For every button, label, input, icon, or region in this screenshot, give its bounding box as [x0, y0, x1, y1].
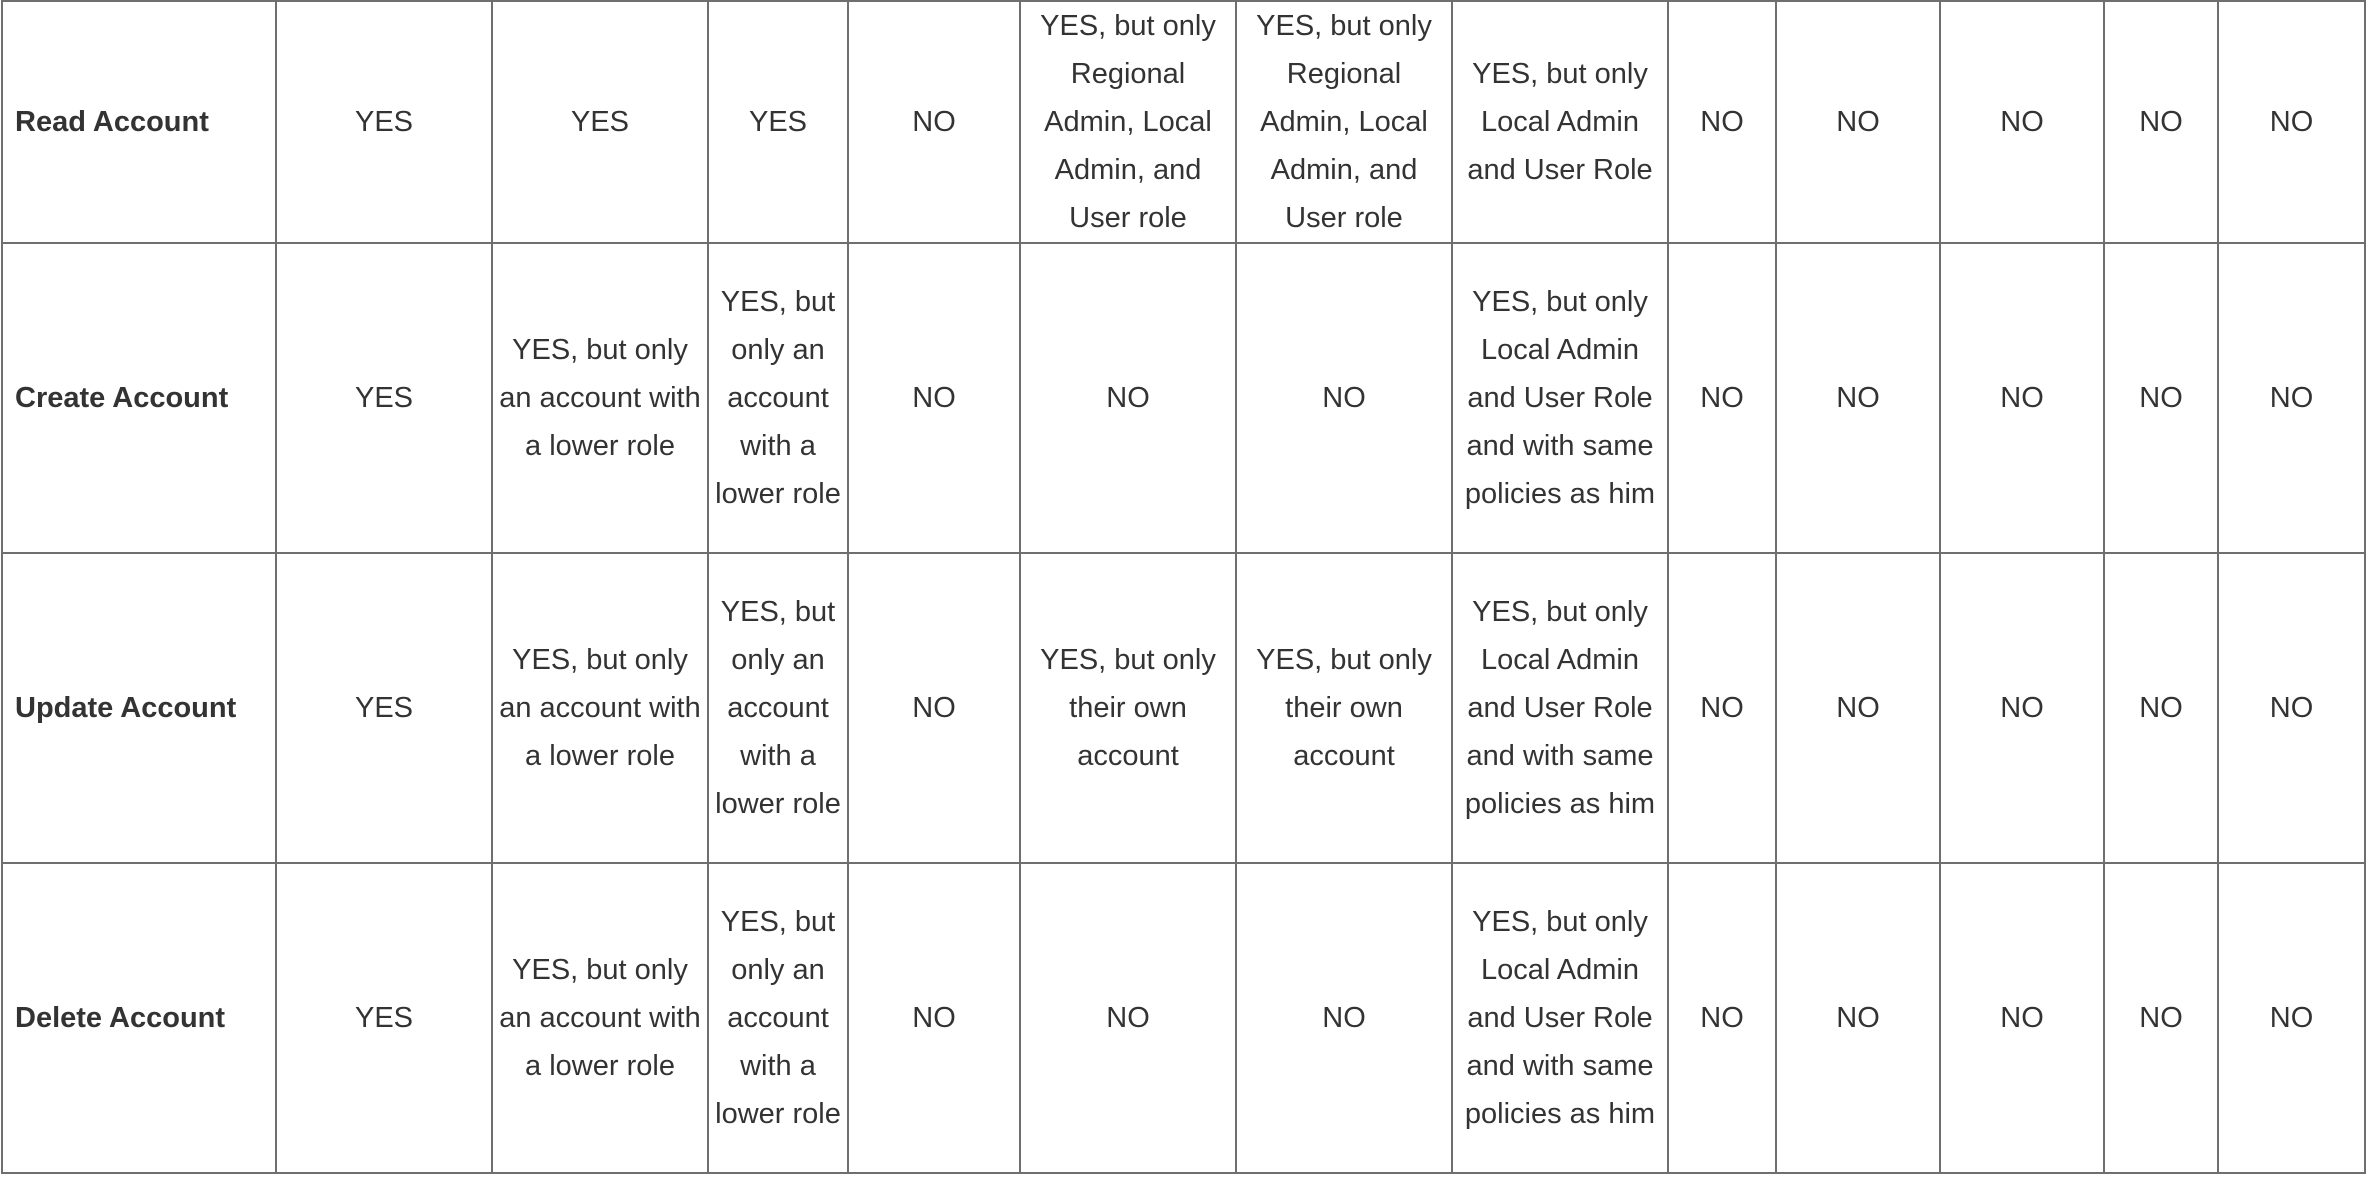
action-label: Update Account — [2, 553, 276, 863]
permission-cell: NO — [848, 1, 1020, 243]
permission-cell: NO — [1236, 243, 1452, 553]
permission-cell: NO — [2218, 863, 2365, 1173]
permissions-table — [1, 0, 2366, 1174]
permission-cell: NO — [1776, 863, 1940, 1173]
permission-cell: NO — [1940, 243, 2104, 553]
permission-cell: YES, but only an account with a lower role — [708, 553, 848, 863]
permission-cell: NO — [2218, 243, 2365, 553]
action-label: Create Account — [2, 243, 276, 553]
permission-cell: NO — [1668, 243, 1776, 553]
permission-cell: YES, but only Regional Admin, Local Admin, and User role — [1020, 1, 1236, 243]
table-row-update-account — [2, 553, 2365, 863]
permission-cell: YES, but only an account with a lower role — [492, 863, 708, 1173]
permission-cell: YES, but only Local Admin and User Role — [1452, 1, 1668, 243]
permission-cell: NO — [2104, 553, 2218, 863]
action-label: Delete Account — [2, 863, 276, 1173]
permission-cell: NO — [1776, 1, 1940, 243]
permission-cell: NO — [1020, 863, 1236, 1173]
permission-cell: YES — [708, 1, 848, 243]
permission-cell: YES, but only an account with a lower role — [708, 863, 848, 1173]
table-row-create-account — [2, 243, 2365, 553]
permission-cell: YES, but only their own account — [1020, 553, 1236, 863]
permission-cell: YES, but only Local Admin and User Role and with same policies as him — [1452, 553, 1668, 863]
action-label: Read Account — [2, 1, 276, 243]
permission-cell: NO — [2218, 553, 2365, 863]
permission-cell: NO — [2104, 1, 2218, 243]
permission-cell: YES, but only an account with a lower role — [492, 243, 708, 553]
permission-cell: YES — [276, 243, 492, 553]
permission-cell: YES, but only Local Admin and User Role and with same policies as him — [1452, 863, 1668, 1173]
permission-cell: YES, but only an account with a lower role — [708, 243, 848, 553]
permission-cell: YES, but only Local Admin and User Role and with same policies as him — [1452, 243, 1668, 553]
permission-cell: NO — [1776, 243, 1940, 553]
permission-cell: NO — [848, 863, 1020, 1173]
table-row-read-account — [2, 1, 2365, 243]
permission-cell: NO — [1776, 553, 1940, 863]
permission-cell: NO — [1940, 553, 2104, 863]
permission-cell: NO — [1668, 553, 1776, 863]
permission-cell: NO — [2104, 863, 2218, 1173]
permission-cell: NO — [2218, 1, 2365, 243]
permission-cell: YES — [276, 863, 492, 1173]
permission-cell: YES — [276, 1, 492, 243]
table-row-delete-account — [2, 863, 2365, 1173]
permission-cell: NO — [848, 243, 1020, 553]
permission-cell: NO — [1236, 863, 1452, 1173]
permission-cell: NO — [1020, 243, 1236, 553]
permission-cell: NO — [1940, 863, 2104, 1173]
permission-cell: NO — [1668, 863, 1776, 1173]
permission-cell: YES, but only an account with a lower role — [492, 553, 708, 863]
permission-cell: NO — [848, 553, 1020, 863]
permission-cell: YES, but only Regional Admin, Local Admin, and User role — [1236, 1, 1452, 243]
permission-cell: NO — [1668, 1, 1776, 243]
permission-cell: YES — [276, 553, 492, 863]
permission-cell: YES, but only their own account — [1236, 553, 1452, 863]
permission-cell: YES — [492, 1, 708, 243]
permission-cell: NO — [1940, 1, 2104, 243]
permission-cell: NO — [2104, 243, 2218, 553]
